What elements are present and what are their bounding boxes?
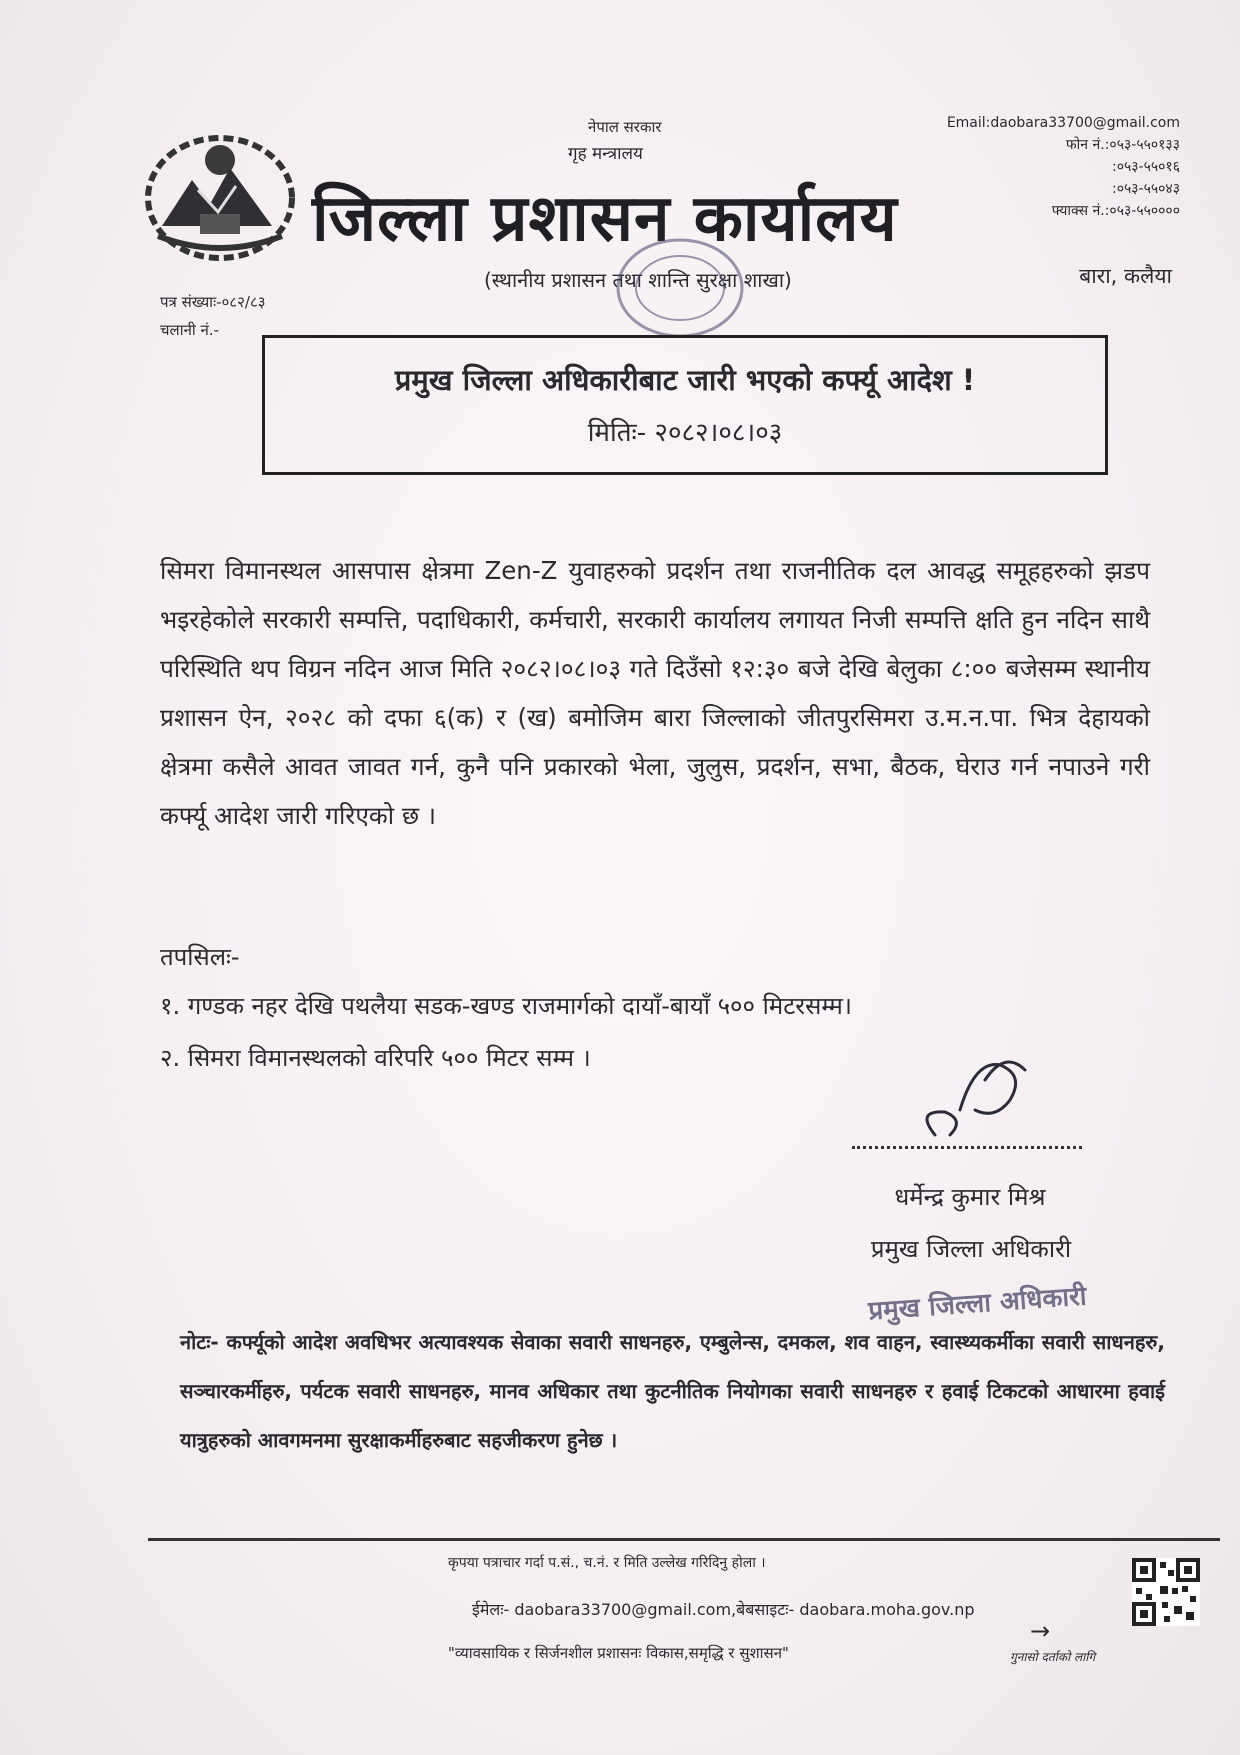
order-body-paragraph: सिमरा विमानस्थल आसपास क्षेत्रमा Zen-Z युवाहरुको प्रदर्शन तथा राजनीतिक दल आवद्ध समूहहरुको झडप भइरहेकोले सरकारी सम्पत्ति, पदाधिकारी, कर्मचारी, सरकारी कार्यालय लगायत निजी सम्पत्ति क्षति हुन नदिन साथै परिस्थिति थप विग्रन नदिन आज मिति २०८२।०८।०३ गते दिउँसो १२:३० बजे देखि बेलुका ८:०० बजेसम्म स्थानीय प्रशासन ऐन, २०२८ को दफा ६(क) र (ख) बमोजिम बारा जिल्लाको जीतपुरसिमरा उ.म.न.पा. भित्र देहायको क्षेत्रमा कसैले आवत जावत गर्न, कुनै पनि प्रकारको भेला, जुलुस, प्रदर्शन, सभा, बैठक, घेराउ गर्न नपाउने गरी कर्फ्यू आदेश जारी गरिएको छ । xyxy=(160,556,1150,830)
office-location: बारा, कलैया xyxy=(1079,264,1172,288)
fax-number: फ्याक्स नं.:०५३-५५०००० xyxy=(1051,203,1180,219)
list-item: १. गण्डक नहर देखि पथलैया सडक-खण्ड राजमार्गको दायाँ-बायाँ ५०० मिटरसम्म। xyxy=(160,992,852,1020)
order-date: मितिः- २०८२।०८।०३ xyxy=(587,418,783,448)
phone-number: फोन नं.:०५३-५५०१३३ xyxy=(1065,137,1180,153)
footer-divider xyxy=(148,1538,1220,1541)
note-paragraph: नोटः- कर्फ्यूको आदेश अवधिभर अत्यावश्यक सेवाका सवारी साधनहरु, एम्बुलेन्स, दमकल, शव वाहन, स्वास्थ्यकर्मीका सवारी साधनहरु, सञ्चारकर्मीहरु, पर्यटक सवारी साधनहरु, मानव अधिकार तथा कुटनीतिक नियोगका सवारी साधनहरु र हवाई टिकटको आधारमा हवाई यात्रुहरुको आवगमनमा सुरक्षाकर्मीहरुबाट सहजीकरण हुनेछ । xyxy=(180,1330,1165,1452)
details-label: तपसिलः- xyxy=(160,943,240,971)
qr-code-icon[interactable] xyxy=(1132,1558,1200,1626)
official-seal: प्रमुख जिल्ला अधिकारी xyxy=(867,1281,1088,1327)
phone-number: :०५३-५५०४३ xyxy=(1111,181,1180,197)
letter-number: पत्र संख्याः-०८२/८३ xyxy=(160,293,266,311)
email-address: Email:daobara33700@gmail.com xyxy=(946,115,1180,131)
footer-slogan: "व्यावसायिक र सिर्जनशील प्रशासनः विकास,समृद्धि र सुशासन" xyxy=(448,1644,789,1662)
ministry-name: गृह मन्त्रालय xyxy=(568,144,643,164)
office-name: जिल्ला प्रशासन कार्यालय xyxy=(312,182,898,256)
order-title-box xyxy=(262,335,1108,475)
nepal-emblem-icon xyxy=(140,128,300,263)
phone-number: :०५३-५५०१६ xyxy=(1111,159,1180,175)
contact-info xyxy=(947,112,1180,222)
reference-numbers xyxy=(160,288,266,344)
signer-title: प्रमुख जिल्ला अधिकारी xyxy=(870,1235,1072,1263)
signature-line xyxy=(852,1146,1082,1149)
order-heading: प्रमुख जिल्ला अधिकारीबाट जारी भएको कर्फ्यू आदेश ! xyxy=(394,363,976,397)
government-name: नेपाल सरकार xyxy=(588,118,662,136)
footer-request: कृपया पत्राचार गर्दा प.सं., च.नं. र मिति उल्लेख गरिदिनु होला । xyxy=(448,1555,766,1571)
list-item: २. सिमरा विमानस्थलको वरिपरि ५०० मिटर सम्म । xyxy=(160,1044,591,1072)
footer-contact: ईमेलः- daobara33700@gmail.com,बेबसाइटः- daobara.moha.gov.np xyxy=(472,1600,975,1619)
office-stamp-icon xyxy=(600,228,760,348)
branch-name: (स्थानीय प्रशासन तथा शान्ति सुरक्षा शाखा) xyxy=(484,268,792,292)
handwritten-signature-icon xyxy=(905,1040,1045,1150)
qr-caption: गुनासो दर्ताको लागि xyxy=(1010,1650,1096,1664)
dispatch-number: चलानी नं.- xyxy=(160,321,220,339)
arrow-right-icon: → xyxy=(1030,1617,1051,1645)
signer-name: धर्मेन्द्र कुमार मिश्र xyxy=(894,1183,1046,1211)
